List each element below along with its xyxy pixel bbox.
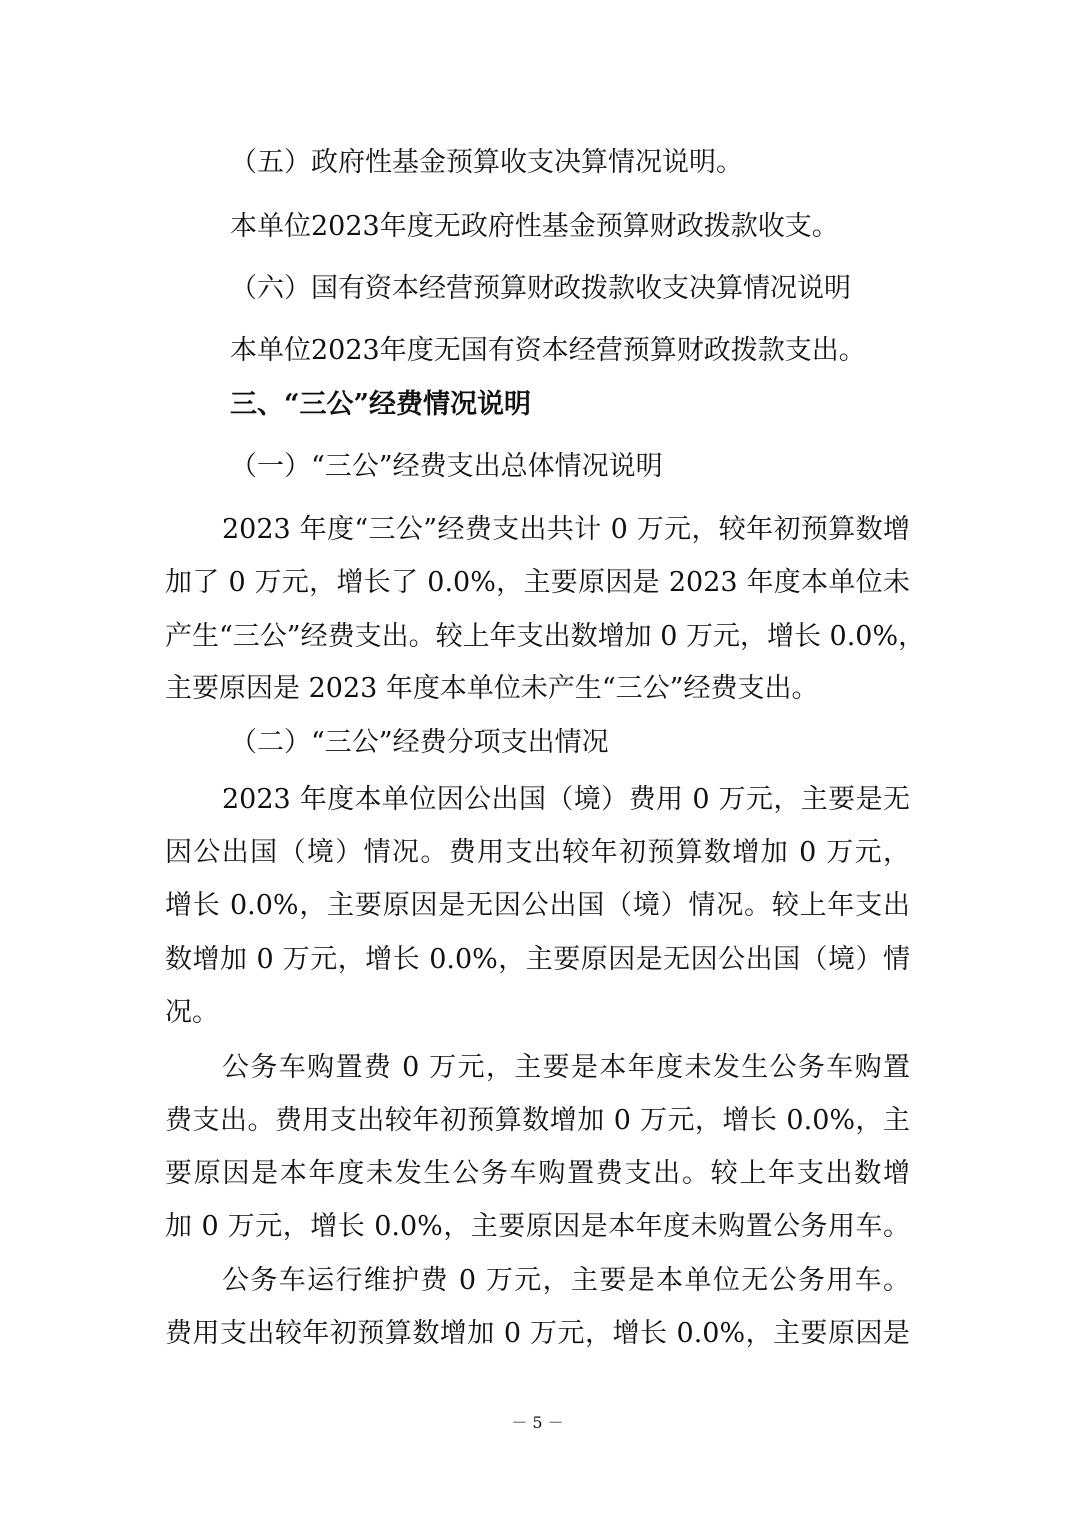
paragraph-line: 加 0 万元，增长 0.0%，主要原因是本年度未购置公务用车。 bbox=[165, 1211, 910, 1242]
paragraph-line: 费支出。费用支出较年初预算数增加 0 万元，增长 0.0%，主 bbox=[165, 1105, 910, 1136]
section-heading: （二）“三公”经费分项支出情况 bbox=[230, 727, 609, 758]
section-heading: （一）“三公”经费支出总体情况说明 bbox=[230, 451, 663, 482]
page-number: － 5 － bbox=[511, 1413, 564, 1432]
paragraph-line: 增长 0.0%，主要原因是无因公出国（境）情况。较上年支出 bbox=[165, 890, 910, 921]
paragraph-line: 公务车运行维护费 0 万元，主要是本单位无公务用车。 bbox=[222, 1265, 910, 1296]
section-heading: （五）政府性基金预算收支决算情况说明。 bbox=[230, 147, 743, 178]
paragraph-line: 2023 年度“三公”经费支出共计 0 万元，较年初预算数增 bbox=[222, 514, 910, 545]
section-heading: （六）国有资本经营预算财政拨款收支决算情况说明 bbox=[230, 273, 851, 304]
paragraph-line: 2023 年度本单位因公出国（境）费用 0 万元，主要是无 bbox=[222, 784, 910, 815]
paragraph-line: 数增加 0 万元，增长 0.0%，主要原因是无因公出国（境）情 bbox=[165, 944, 910, 975]
paragraph-line: 要原因是本年度未发生公务车购置费支出。较上年支出数增 bbox=[165, 1158, 910, 1189]
paragraph-line: 加了 0 万元，增长了 0.0%，主要原因是 2023 年度本单位未 bbox=[165, 567, 910, 598]
paragraph-line: 费用支出较年初预算数增加 0 万元，增长 0.0%，主要原因是 bbox=[165, 1318, 910, 1349]
paragraph-line: 况。 bbox=[165, 997, 219, 1028]
paragraph-line: 产生“三公”经费支出。较上年支出数增加 0 万元，增长 0.0%， bbox=[165, 621, 926, 652]
paragraph-line: 本单位2023年度无国有资本经营预算财政拨款支出。 bbox=[230, 335, 866, 366]
paragraph-line: 公务车购置费 0 万元，主要是本年度未发生公务车购置 bbox=[222, 1052, 910, 1083]
chapter-heading: 三、“三公”经费情况说明 bbox=[230, 389, 532, 420]
paragraph-line: 因公出国（境）情况。费用支出较年初预算数增加 0 万元， bbox=[165, 837, 910, 868]
paragraph-line: 主要原因是 2023 年度本单位未产生“三公”经费支出。 bbox=[165, 673, 819, 704]
paragraph-line: 本单位2023年度无政府性基金预算财政拨款收支。 bbox=[230, 211, 839, 242]
